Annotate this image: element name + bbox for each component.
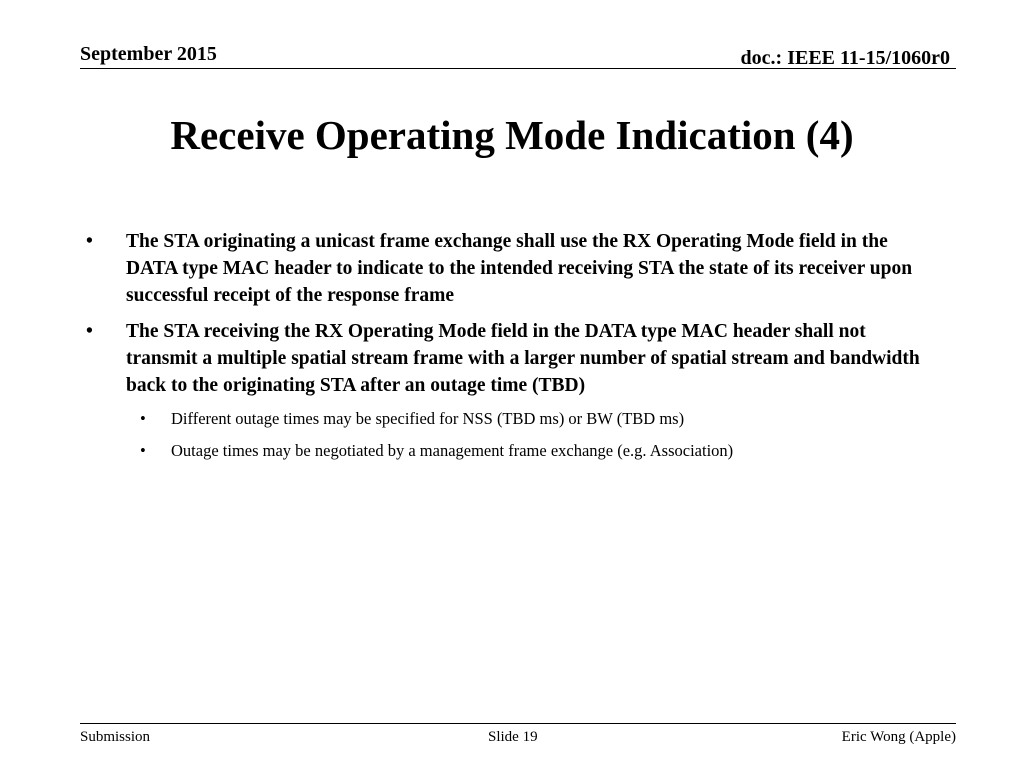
- footer-submission: Submission: [80, 729, 151, 745]
- slide-body: [86, 228, 936, 472]
- bullet-icon: •: [86, 231, 93, 252]
- header-divider: [80, 68, 956, 69]
- sub-bullet-icon: •: [140, 409, 146, 428]
- sub-bullet-item-1: [86, 408, 936, 430]
- footer-divider: [80, 723, 956, 724]
- sub-bullet-item-2: [86, 440, 936, 462]
- header-date: September 2015: [80, 43, 217, 65]
- bullet-item-1: [86, 228, 936, 309]
- sub-bullet-icon: •: [140, 441, 146, 460]
- bullet-text: The STA receiving the RX Operating Mode field in the DATA type MAC header shall not transmit a multiple spatial stream frame with a larger number of spatial stream and bandwidth back to the originating STA after an outage time (TBD): [126, 321, 920, 396]
- sub-bullet-text: Different outage times may be specified for NSS (TBD ms) or BW (TBD ms): [171, 409, 685, 428]
- bullet-icon: •: [86, 321, 93, 342]
- header-doc-id: doc.: IEEE 11-15/1060r0: [740, 47, 950, 69]
- sub-bullet-text: Outage times may be negotiated by a management frame exchange (e.g. Association): [171, 441, 734, 460]
- slide-title: Receive Operating Mode Indication (4): [170, 112, 854, 158]
- bullet-text: The STA originating a unicast frame exchange shall use the RX Operating Mode field in the DATA type MAC header to indicate to the intended receiving STA the state of its receiver upon successful receipt of the response frame: [126, 231, 913, 306]
- bullet-item-2: [86, 318, 936, 399]
- footer-author: Eric Wong (Apple): [841, 729, 956, 745]
- footer-slide-number: Slide 19: [488, 729, 538, 745]
